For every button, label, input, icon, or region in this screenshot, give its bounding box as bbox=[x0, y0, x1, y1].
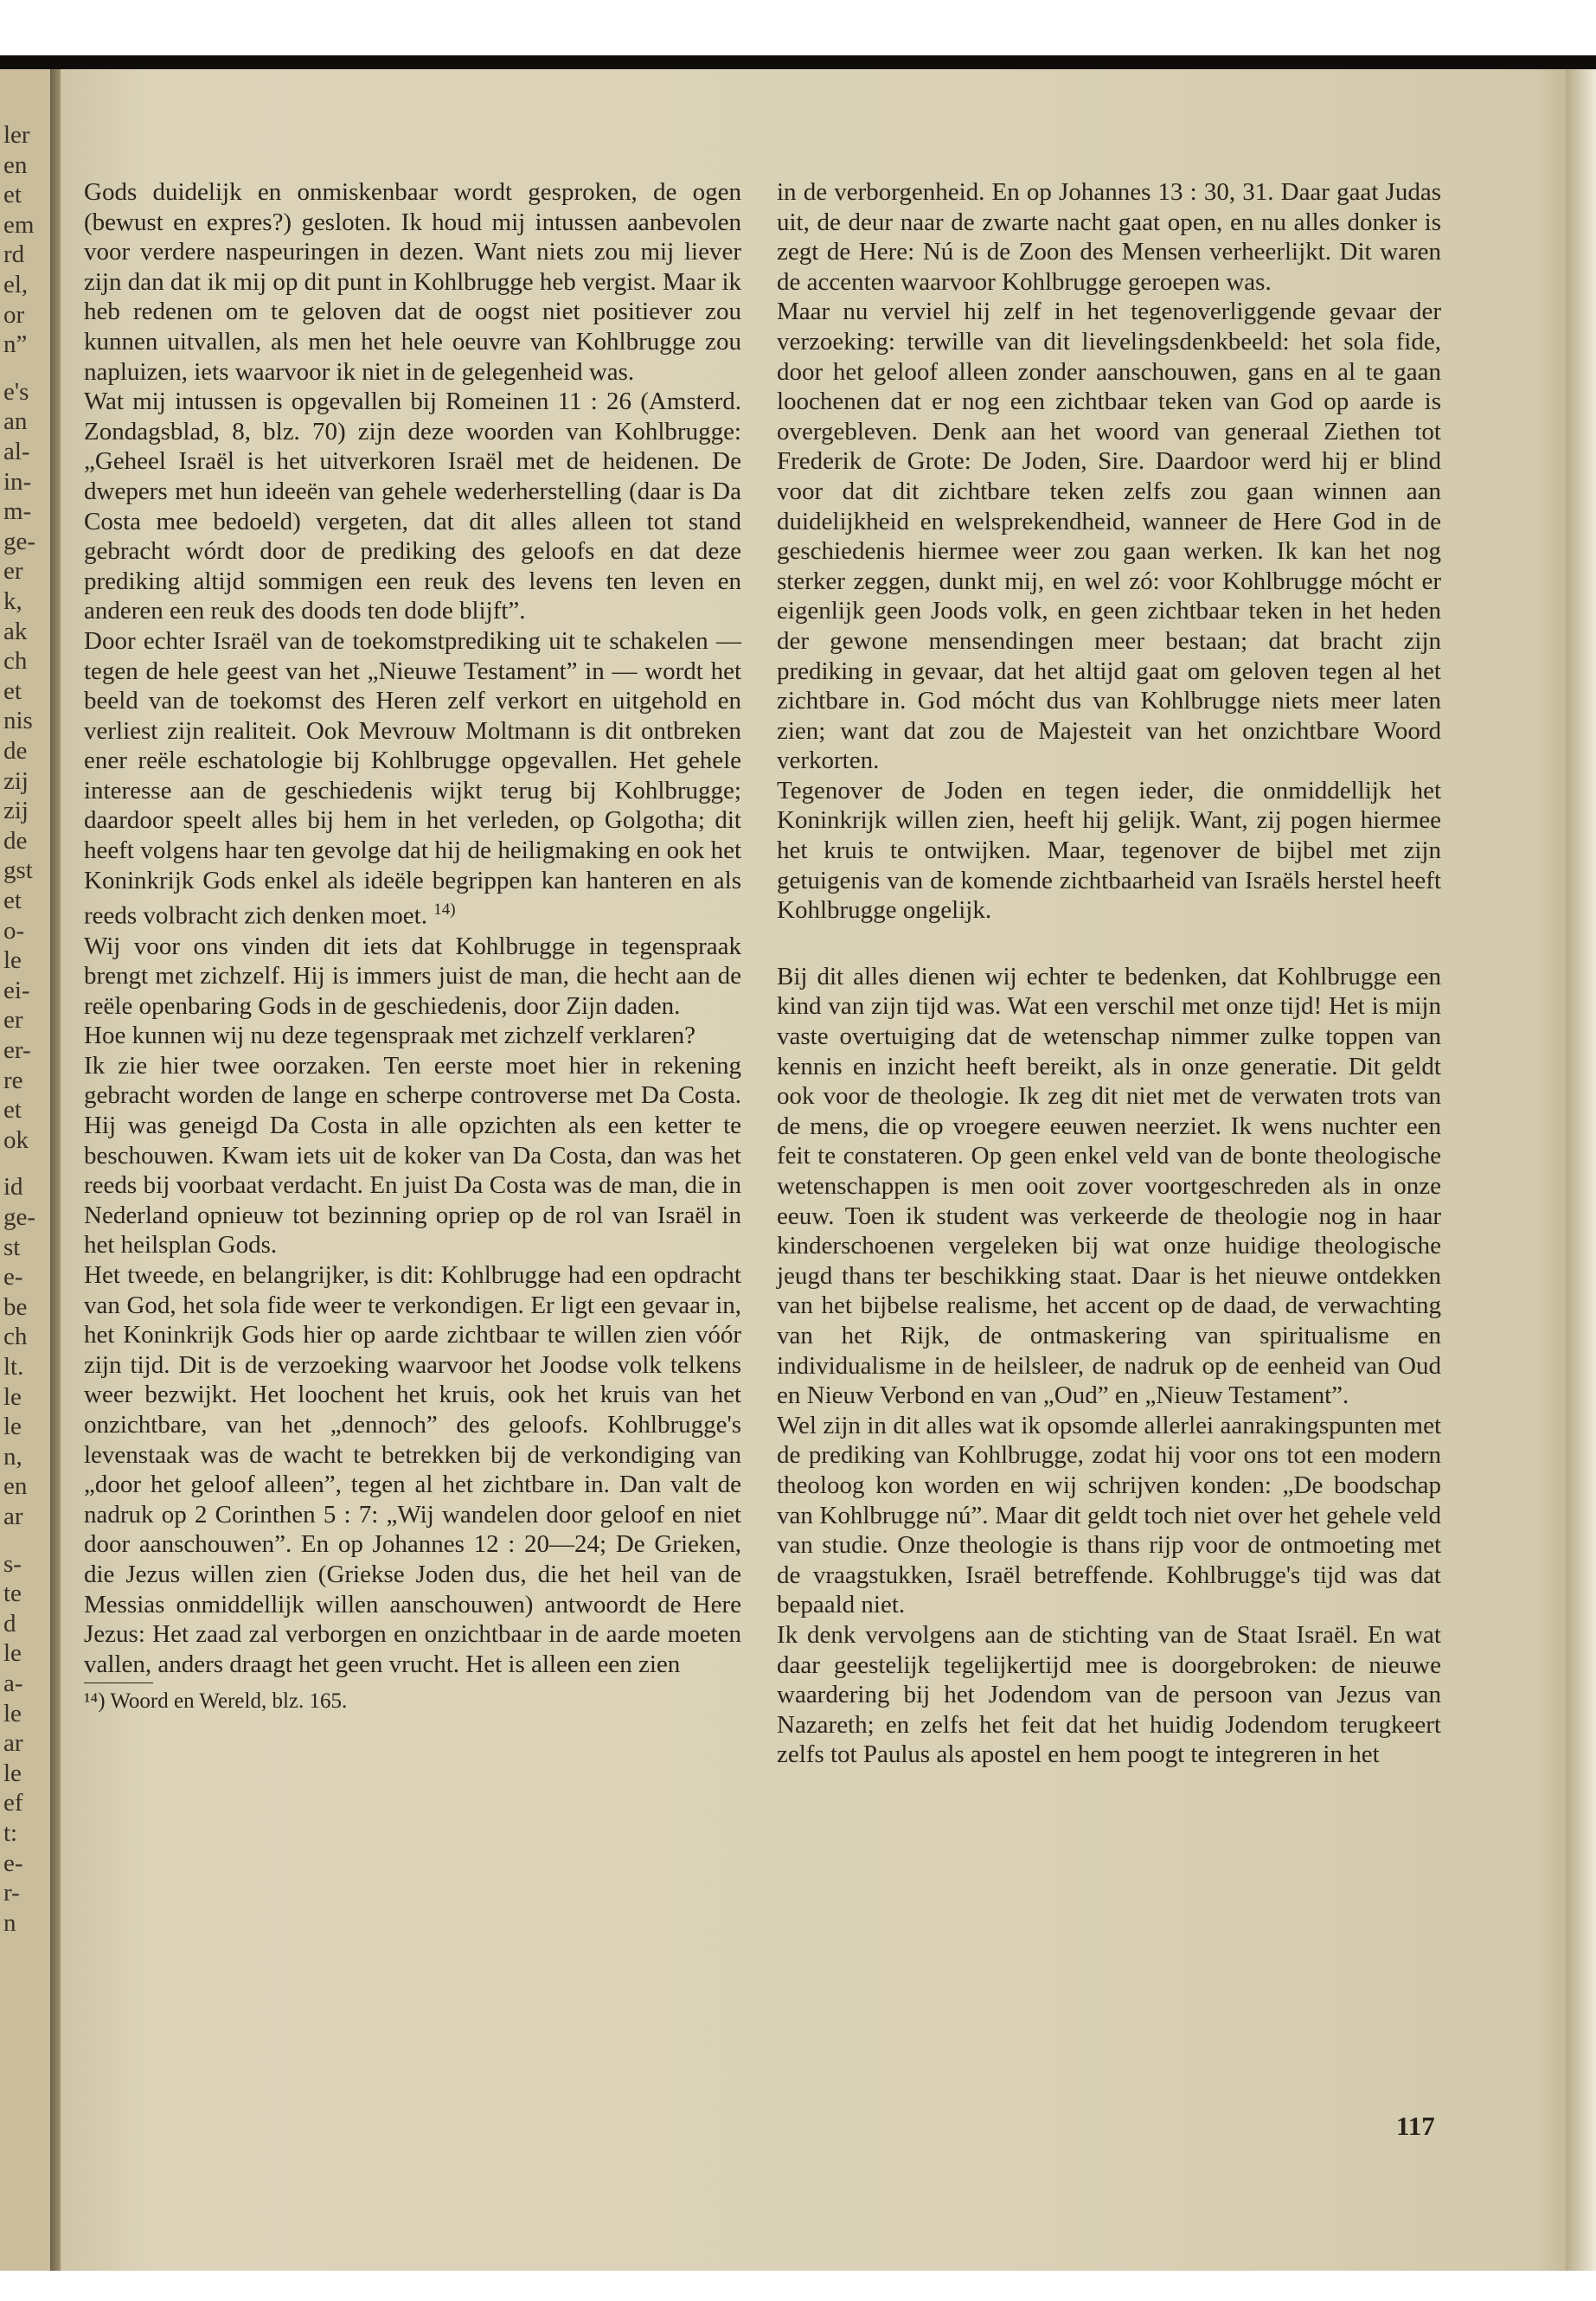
previous-page-fragment: d bbox=[3, 1609, 16, 1638]
previous-page-fragment: in- bbox=[3, 467, 32, 496]
previous-page-fragment: de bbox=[3, 737, 28, 765]
previous-page-fragment: le bbox=[3, 1699, 22, 1727]
previous-page-fragment: et bbox=[3, 676, 22, 705]
previous-page-fragment: ge- bbox=[3, 1203, 36, 1231]
previous-page-fragment: te bbox=[3, 1580, 22, 1608]
previous-page-fragment: er bbox=[3, 557, 23, 586]
previous-page-fragment: ok bbox=[3, 1125, 29, 1154]
previous-page-fragment: al- bbox=[3, 438, 30, 465]
previous-page-fragment: st bbox=[3, 1233, 21, 1261]
previous-page-fragment: nis bbox=[3, 707, 33, 735]
previous-page-fragment: ak bbox=[3, 617, 28, 645]
left-paragraph-4: Wij voor ons vinden dit iets dat Kohlbrugge in tegenspraak brengt met zichzelf. Hij is immers juist de man, die hecht aan de reële openbaring Gods in de geschiedenis, door Zijn daden. bbox=[84, 932, 741, 1020]
footnote-divider bbox=[84, 1682, 153, 1683]
previous-page-fragment: t: bbox=[3, 1819, 18, 1847]
left-paragraph-7: Het tweede, en belangrijker, is dit: Kohlbrugge had een opdracht van God, het sola fide weer te verkondigen. Er ligt een gevaar in, het Koninkrijk Gods hier op aarde zichtbaar te willen zien vóór zijn tijd. Dit is de verzoeking waarvoor het Joodse volk telkens weer bezwijkt. Het loochent het kruis, ook het kruis van het onzichtbare, van het „dennoch” des geloofs. Kohlbrugge's levenstaak was de wacht te betrekken bij de verkondiging van „door het geloof alleen”, tegen al het zichtbare in. Dan valt de nadruk op 2 Corinthen 5 : 7: „Wij wandelen door geloof en niet door aanschouwen”. En op Johannes 12 : 20—24; De Grieken, die Jezus willen zien (Griekse Joden dus, die het heil van de Messias onmiddellijk willen aanschouwen) antwoordt de Here Jezus: Het zaad zal verborgen en onzichtbaar in de aarde moeten vallen, anders draagt het geen vrucht. Het is alleen een zien bbox=[84, 1261, 741, 1678]
previous-page-fragment: em bbox=[3, 210, 35, 239]
right-paragraph-5: Wel zijn in dit alles wat ik opsomde allerlei aanrakingspunten met de prediking van Kohlbrugge, zodat hij voor ons tot een modern theoloog kon worden en wij schrijven konden: „De boodschap van Kohlbrugge nú”. Maar dit geldt toch niet over het gehele veld van studie. Onze theologie is thans rijp voor de ontmoeting met de vraagstukken, Israël betreffende. Kohlbrugge's tijd was dat bepaald niet. bbox=[777, 1411, 1441, 1619]
previous-page-fragment: ch bbox=[3, 647, 28, 676]
left-paragraph-6: Ik zie hier twee oorzaken. Ten eerste moet hier in rekening gebracht worden de lange en scherpe controverse met Da Costa. Hij was geneigd Da Costa in alle opzichten als een ketter te beschouwen. Kwam iets uit de koker van Da Costa, dan was het reeds bij voorbaat verdacht. En juist Da Costa was de man, die in Nederland opnieuw tot bezinning opriep op de rol van Israël in het heilsplan Gods. bbox=[84, 1051, 741, 1259]
previous-page-fragment: e- bbox=[3, 1849, 23, 1877]
previous-page-fragment: en bbox=[3, 1472, 28, 1501]
left-paragraph-5: Hoe kunnen wij nu deze tegenspraak met zichzelf verklaren? bbox=[84, 1022, 695, 1050]
previous-page-fragment: n” bbox=[3, 330, 28, 359]
previous-page-fragment: re bbox=[3, 1066, 23, 1094]
previous-page-fragment: n, bbox=[3, 1442, 22, 1471]
right-column bbox=[777, 177, 1441, 1770]
previous-page-fragment: et bbox=[3, 887, 22, 914]
previous-page-fragment: n bbox=[3, 1908, 16, 1937]
previous-page-fragment: ei- bbox=[3, 976, 30, 1004]
previous-page-fragment: gst bbox=[3, 856, 33, 885]
previous-page-fragment: et bbox=[3, 1096, 22, 1125]
left-paragraph-3: Door echter Israël van de toekomstprediking uit te schakelen — tegen de hele geest van het „Nieuwe Testament” in — wordt het beeld van de toekomst des Heren zelf verkort en uitgehold en verliest zijn realiteit. Ook Mevrouw Moltmann is dit ontbreken ener reële eschatologie bij Kohlbrugge opgevallen. Het gehele interesse aan de geschiedenis wijkt terug bij Kohlbrugge; daardoor speelt alles bij hem in het verleden, op Golgotha; dit heeft volgens haar ten gevolge dat hij de heiligmaking en ook het Koninkrijk Gods enkel als ideële begrippen kan hanteren en als reeds volbracht zich denken moet. $^{14)}$ bbox=[84, 626, 741, 930]
previous-page-edge bbox=[0, 69, 55, 2271]
previous-page-fragment: en bbox=[3, 151, 28, 179]
previous-page-fragment: e- bbox=[3, 1263, 23, 1292]
previous-page-fragment: s- bbox=[3, 1549, 22, 1578]
page-right-edge bbox=[1566, 69, 1596, 2271]
previous-page-fragment: ler bbox=[3, 121, 30, 149]
previous-page-fragment: le bbox=[3, 1639, 22, 1668]
page-number: 117 bbox=[1396, 2111, 1435, 2141]
previous-page-fragment: de bbox=[3, 826, 28, 855]
previous-page-fragment: ch bbox=[3, 1323, 28, 1351]
previous-page-fragment: or bbox=[3, 300, 25, 329]
previous-page-fragment: zij bbox=[3, 766, 29, 795]
previous-page-fragment: ge- bbox=[3, 527, 36, 555]
previous-page-fragment: zij bbox=[3, 797, 29, 825]
left-paragraph-2: Wat mij intussen is opgevallen bij Romeinen 11 : 26 (Amsterd. Zondagsblad, 8, blz. 70) zijn deze woorden van Kohlbrugge: „Geheel Israël is het uitverkoren Israël met de heidenen. De dwepers met hun ideeën van gehele wederherstelling (daar is Da Costa mee bedoeld) vergeten, dat dit alles alleen tot stand gebracht wórdt door de prediking des geloofs en dat deze prediking altijd sommigen een reuk des levens ten leven en anderen een reuk des doods ten dode blijft”. bbox=[84, 388, 741, 625]
left-column bbox=[84, 177, 741, 1715]
previous-page-fragment: ar bbox=[3, 1729, 23, 1758]
previous-page-fragment: le bbox=[3, 1759, 22, 1787]
previous-page-fragment: an bbox=[3, 407, 28, 436]
book-edge-top bbox=[0, 55, 1596, 69]
scan-top-margin bbox=[0, 0, 1596, 61]
previous-page-fragment: rd bbox=[3, 240, 25, 269]
previous-page-fragment: le bbox=[3, 1382, 22, 1411]
footnote: ¹⁴) Woord en Wereld, blz. 165. bbox=[84, 1689, 348, 1714]
previous-page-fragment: be bbox=[3, 1292, 28, 1321]
right-paragraph-1: in de verborgenheid. En op Johannes 13 : 30, 31. Daar gaat Judas uit, de deur naar de zwarte nacht gaat open, en nu alles donker is zegt de Here: Nú is de Zoon des Mensen verheerlijkt. Dit waren de accenten waarvoor Kohlbrugge geroepen was. bbox=[777, 178, 1441, 296]
previous-page-fragment: r- bbox=[3, 1879, 20, 1907]
previous-page-fragment: le bbox=[3, 946, 22, 975]
previous-page-fragment: k, bbox=[3, 587, 22, 615]
previous-page-fragment: ar bbox=[3, 1503, 23, 1530]
previous-page-fragment: e's bbox=[3, 377, 29, 406]
previous-page-fragment: er bbox=[3, 1006, 23, 1035]
previous-page-fragment: le bbox=[3, 1413, 22, 1441]
right-paragraph-3: Tegenover de Joden en tegen ieder, die onmiddellijk het Koninkrijk willen zien, heeft hij gelijk. Want, zij pogen hiermee het kruis te ontwijken. Maar, tegenover de bijbel met zijn getuigenis van de komende zichtbaarheid van Israëls herstel heeft Kohlbrugge ongelijk. bbox=[777, 776, 1441, 925]
previous-page-fragment: m- bbox=[3, 497, 32, 526]
scan-bottom-margin bbox=[0, 2271, 1596, 2301]
previous-page-fragment: ef bbox=[3, 1789, 23, 1817]
previous-page-fragment: a- bbox=[3, 1670, 23, 1697]
right-paragraph-2: Maar nu verviel hij zelf in het tegenoverliggende gevaar der verzoeking: terwille van dit lievelingsdenkbeeld: het sola fide, door het geloof alleen zonder aanschouwen, gans en al te gaan loochenen dat er nog een zichtbaar teken van God op aarde is overgebleven. Denk aan het woord van generaal Ziethen tot Frederik de Grote: De Joden, Sire. Daardoor werd hij er blind voor dat dit zichtbare teken zelfs zou gaan winnen aan duidelijkheid en welsprekendheid, wanneer de Here God in de geschiedenis hiermee weer zou gaan werken. Ik kan het nog sterker zeggen, dunkt mij, en wel zó: voor Kohlbrugge mócht er eigenlijk geen Joods volk, en geen zichtbaar teken in het heden der gewone mensendingen meer bestaan; dat bracht zijn prediking in gevaar, dat het altijd gaat om geloven tegen al het zichtbare in. God mócht dus van Kohlbrugge niets meer laten zien; want dat zou de Majesteit van het onzichtbare Woord verkorten. bbox=[777, 298, 1441, 775]
previous-page-fragment: el, bbox=[3, 271, 29, 298]
previous-page-fragment: er- bbox=[3, 1036, 31, 1064]
previous-page-fragment: o- bbox=[3, 916, 25, 945]
previous-page-fragment: lt. bbox=[3, 1353, 24, 1381]
right-paragraph-6: Ik denk vervolgens aan de stichting van de Staat Israël. En wat daar geestelijk tegelijkertijd mee is doorgebroken: de nieuwe waardering bij het Jodendom van de persoon van Jezus van Nazareth; en zelfs het feit dat het huidig Jodendom terugkeert zelfs tot Paulus als apostel en hem poogt te integreren in het bbox=[777, 1620, 1441, 1769]
right-paragraph-4: Bij dit alles dienen wij echter te bedenken, dat Kohlbrugge een kind van zijn tijd was. Wat een verschil met onze tijd! Het is mijn vaste overtuiging dat de wetenschap nimmer zulke toppen van kennis en inzicht heeft bereikt, als in onze generatie. Dit geldt ook voor de theologie. Ik zeg dit niet met de verwaten trots van de mens, die op vroegere eeuwen neerziet. Ik wens nuchter een feit te constateren. Op geen enkel veld van de bonte theologische wetenschappen is men ooit zover voortgeschreden als in onze eeuw. Toen ik student was verkeerde de theologie nog in haar kinderschoenen vergeleken bij wat onze huidige theologische jeugd thans ter beschikking staat. Daar is het nieuwe ontdekken van het bijbelse realisme, het accent op de daad, de verwachting van het Rijk, de ontmaskering van spiritualisme en individualisme in de heilsleer, de nadruk op de eenheid van Oud en Nieuw Verbond en van „Oud” en „Nieuw Testament”. bbox=[777, 962, 1441, 1410]
left-paragraph-1: Gods duidelijk en onmiskenbaar wordt gesproken, de ogen (bewust en expres?) gesloten. Ik houd mij intussen aanbevolen voor verdere naspeuringen in dezen. Want niets zou mij liever zijn dan dat ik mij op dit punt in Kohlbrugge heb vergist. Maar ik heb redenen om te geloven dat de oogst niet positiever zou kunnen uitvallen, als men het hele oeuvre van Kohlbrugge zou napluizen, iets waarvoor ik niet in de gelegenheid was. bbox=[84, 178, 741, 386]
previous-page-fragment: id bbox=[3, 1173, 23, 1202]
previous-page-fragment: et bbox=[3, 181, 22, 209]
footnote-reference: 14) bbox=[433, 901, 456, 920]
